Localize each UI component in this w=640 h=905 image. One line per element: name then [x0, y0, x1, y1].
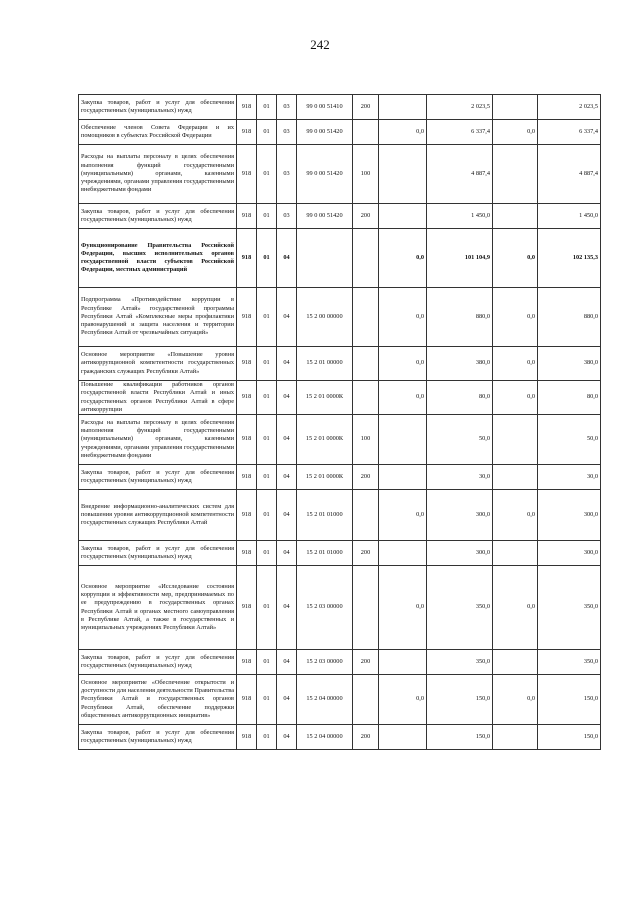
cell-pr: 04: [277, 490, 297, 541]
row-name: Основное мероприятие «Обеспечение открытости и доступности для населения деятельности Правительства Республики Алтай и государственных органов Республики Алтай, обеспечение поддержки общественных антикоррупционных инициатив»: [79, 675, 237, 725]
cell-amount-1: [379, 145, 427, 204]
cell-pr: 03: [277, 204, 297, 229]
cell-amount-4: 30,0: [538, 465, 601, 490]
cell-amount-4: 150,0: [538, 725, 601, 750]
cell-csr: 15 2 01 00000: [297, 347, 353, 381]
cell-amount-2: 880,0: [427, 288, 493, 347]
cell-ved: 918: [237, 347, 257, 381]
cell-amount-1: [379, 415, 427, 465]
cell-csr: 15 2 00 00000: [297, 288, 353, 347]
cell-amount-1: 0,0: [379, 120, 427, 145]
table-row: [79, 541, 601, 566]
cell-amount-2: 300,0: [427, 490, 493, 541]
cell-amount-2: 6 337,4: [427, 120, 493, 145]
cell-amount-1: 0,0: [379, 288, 427, 347]
cell-amount-2: 101 104,9: [427, 229, 493, 288]
cell-amount-4: 2 023,5: [538, 95, 601, 120]
cell-amount-1: 0,0: [379, 381, 427, 415]
cell-amount-3: 0,0: [493, 229, 538, 288]
cell-vr: 100: [353, 415, 379, 465]
table-row: [79, 381, 601, 415]
cell-pr: 03: [277, 95, 297, 120]
cell-amount-3: [493, 725, 538, 750]
cell-ved: 918: [237, 490, 257, 541]
cell-amount-2: 50,0: [427, 415, 493, 465]
cell-amount-1: [379, 465, 427, 490]
cell-amount-3: [493, 465, 538, 490]
cell-vr: 200: [353, 465, 379, 490]
cell-csr: 15 2 01 0000К: [297, 415, 353, 465]
cell-vr: [353, 347, 379, 381]
cell-vr: 200: [353, 95, 379, 120]
cell-csr: 15 2 03 00000: [297, 566, 353, 650]
table-row: [79, 725, 601, 750]
cell-rz: 01: [257, 675, 277, 725]
cell-vr: 100: [353, 145, 379, 204]
row-name: Функционирование Правительства Российской Федерации, высших исполнительных органов государственной власти субъектов Российской Федерации, местных администраций: [79, 229, 237, 288]
cell-csr: 15 2 04 00000: [297, 725, 353, 750]
cell-ved: 918: [237, 120, 257, 145]
cell-ved: 918: [237, 381, 257, 415]
row-name: Закупка товаров, работ и услуг для обеспечения государственных (муниципальных) нужд: [79, 725, 237, 750]
cell-pr: 04: [277, 288, 297, 347]
cell-amount-1: [379, 95, 427, 120]
cell-amount-4: 4 887,4: [538, 145, 601, 204]
cell-ved: 918: [237, 288, 257, 347]
table-row: [79, 490, 601, 541]
table-row: [79, 465, 601, 490]
cell-ved: 918: [237, 415, 257, 465]
row-name: Закупка товаров, работ и услуг для обеспечения государственных (муниципальных) нужд: [79, 650, 237, 675]
cell-pr: 03: [277, 145, 297, 204]
cell-amount-2: 150,0: [427, 725, 493, 750]
cell-csr: 15 2 01 01000: [297, 541, 353, 566]
table-row: [79, 204, 601, 229]
cell-ved: 918: [237, 725, 257, 750]
table-row: [79, 566, 601, 650]
cell-amount-3: [493, 650, 538, 675]
cell-amount-3: 0,0: [493, 347, 538, 381]
row-name: Основное мероприятие «Повышение уровня антикоррупционной компетентности государственных гражданских служащих Республики Алтай»: [79, 347, 237, 381]
cell-rz: 01: [257, 229, 277, 288]
table-row: [79, 95, 601, 120]
cell-pr: 04: [277, 347, 297, 381]
table-row: [79, 415, 601, 465]
cell-amount-3: [493, 145, 538, 204]
cell-pr: 04: [277, 381, 297, 415]
cell-rz: 01: [257, 204, 277, 229]
cell-vr: [353, 381, 379, 415]
cell-vr: [353, 120, 379, 145]
budget-table-body: [79, 95, 601, 750]
cell-amount-2: 2 023,5: [427, 95, 493, 120]
cell-vr: 200: [353, 204, 379, 229]
cell-vr: [353, 566, 379, 650]
cell-amount-2: 150,0: [427, 675, 493, 725]
row-name: Закупка товаров, работ и услуг для обеспечения государственных (муниципальных) нужд: [79, 465, 237, 490]
cell-pr: 04: [277, 566, 297, 650]
cell-amount-1: 0,0: [379, 675, 427, 725]
cell-ved: 918: [237, 675, 257, 725]
table-row: [79, 650, 601, 675]
cell-amount-4: 150,0: [538, 675, 601, 725]
table-row: [79, 120, 601, 145]
cell-vr: 200: [353, 541, 379, 566]
cell-amount-3: [493, 541, 538, 566]
cell-amount-2: 30,0: [427, 465, 493, 490]
cell-pr: 04: [277, 650, 297, 675]
row-name: Подпрограмма «Противодействие коррупции в Республике Алтай» государственной программы Республики Алтай «Комплексные меры профилактики правонарушений и защита населения и территории Республики Алтай от чрезвычайных ситуаций»: [79, 288, 237, 347]
cell-ved: 918: [237, 204, 257, 229]
cell-rz: 01: [257, 465, 277, 490]
cell-csr: 99 0 00 51420: [297, 120, 353, 145]
cell-pr: 03: [277, 120, 297, 145]
cell-ved: 918: [237, 566, 257, 650]
cell-rz: 01: [257, 347, 277, 381]
table-row: [79, 145, 601, 204]
cell-amount-2: 350,0: [427, 566, 493, 650]
cell-amount-3: 0,0: [493, 120, 538, 145]
cell-rz: 01: [257, 415, 277, 465]
cell-amount-4: 350,0: [538, 566, 601, 650]
cell-rz: 01: [257, 490, 277, 541]
cell-vr: [353, 490, 379, 541]
cell-rz: 01: [257, 566, 277, 650]
cell-amount-3: 0,0: [493, 288, 538, 347]
cell-pr: 04: [277, 415, 297, 465]
cell-ved: 918: [237, 145, 257, 204]
cell-amount-1: 0,0: [379, 566, 427, 650]
cell-amount-4: 300,0: [538, 541, 601, 566]
cell-rz: 01: [257, 725, 277, 750]
cell-amount-1: 0,0: [379, 490, 427, 541]
cell-amount-1: 0,0: [379, 229, 427, 288]
cell-amount-2: 350,0: [427, 650, 493, 675]
cell-amount-1: [379, 650, 427, 675]
cell-amount-4: 380,0: [538, 347, 601, 381]
cell-csr: 15 2 04 00000: [297, 675, 353, 725]
cell-csr: 99 0 00 51410: [297, 95, 353, 120]
budget-table: [78, 94, 601, 750]
row-name: Внедрение информационно-аналитических систем для повышения уровня антикоррупционной компетентности государственных служащих Республики Алтай: [79, 490, 237, 541]
cell-csr: 15 2 01 0000К: [297, 381, 353, 415]
cell-amount-2: 1 450,0: [427, 204, 493, 229]
cell-ved: 918: [237, 541, 257, 566]
row-name: Закупка товаров, работ и услуг для обеспечения государственных (муниципальных) нужд: [79, 95, 237, 120]
cell-ved: 918: [237, 465, 257, 490]
cell-csr: 15 2 03 00000: [297, 650, 353, 675]
cell-ved: 918: [237, 95, 257, 120]
cell-amount-3: [493, 415, 538, 465]
cell-csr: 15 2 01 0000К: [297, 465, 353, 490]
cell-amount-1: [379, 725, 427, 750]
cell-amount-4: 80,0: [538, 381, 601, 415]
cell-vr: [353, 288, 379, 347]
row-name: Обеспечение членов Совета Федерации и их помощников в субъектах Российской Федерации: [79, 120, 237, 145]
cell-vr: [353, 675, 379, 725]
table-row: [79, 288, 601, 347]
row-name: Расходы на выплаты персоналу в целях обеспечения выполнения функций государственными (муниципальными) органами, казенными учреждениями, органами управления государственными внебюджетными фондами: [79, 415, 237, 465]
cell-amount-2: 80,0: [427, 381, 493, 415]
cell-vr: [353, 229, 379, 288]
cell-pr: 04: [277, 675, 297, 725]
cell-amount-4: 880,0: [538, 288, 601, 347]
cell-csr: [297, 229, 353, 288]
cell-amount-4: 6 337,4: [538, 120, 601, 145]
cell-pr: 04: [277, 229, 297, 288]
cell-amount-3: [493, 204, 538, 229]
cell-amount-1: 0,0: [379, 347, 427, 381]
table-row: [79, 675, 601, 725]
cell-amount-2: 4 887,4: [427, 145, 493, 204]
page-number: 242: [310, 37, 330, 52]
cell-amount-1: [379, 204, 427, 229]
cell-rz: 01: [257, 145, 277, 204]
cell-csr: 99 0 00 51420: [297, 145, 353, 204]
cell-rz: 01: [257, 288, 277, 347]
cell-pr: 04: [277, 725, 297, 750]
cell-amount-4: 1 450,0: [538, 204, 601, 229]
cell-amount-3: 0,0: [493, 490, 538, 541]
cell-rz: 01: [257, 120, 277, 145]
cell-pr: 04: [277, 465, 297, 490]
cell-amount-3: [493, 95, 538, 120]
cell-amount-3: 0,0: [493, 675, 538, 725]
cell-rz: 01: [257, 650, 277, 675]
cell-amount-2: 300,0: [427, 541, 493, 566]
row-name: Закупка товаров, работ и услуг для обеспечения государственных (муниципальных) нужд: [79, 541, 237, 566]
cell-ved: 918: [237, 650, 257, 675]
row-name: Основное мероприятие «Исследование состояния коррупции и эффективности мер, предпринимаемых по ее предупреждению в государственных органах Республики Алтай и органах местного самоуправления в Республике Алтай, а также в государственных и муниципальных учреждениях Республики Алтай»: [79, 566, 237, 650]
cell-rz: 01: [257, 381, 277, 415]
cell-amount-4: 50,0: [538, 415, 601, 465]
cell-amount-1: [379, 541, 427, 566]
cell-vr: 200: [353, 650, 379, 675]
cell-vr: 200: [353, 725, 379, 750]
cell-csr: 15 2 01 01000: [297, 490, 353, 541]
table-row: [79, 347, 601, 381]
cell-pr: 04: [277, 541, 297, 566]
table-row: [79, 229, 601, 288]
cell-amount-3: 0,0: [493, 566, 538, 650]
cell-rz: 01: [257, 541, 277, 566]
cell-amount-4: 350,0: [538, 650, 601, 675]
cell-csr: 99 0 00 51420: [297, 204, 353, 229]
cell-amount-2: 380,0: [427, 347, 493, 381]
cell-rz: 01: [257, 95, 277, 120]
row-name: Повышение квалификации работников органов государственной власти Республики Алтай и иных государственных органов Республики Алтай в сфере антикоррупции: [79, 381, 237, 415]
row-name: Закупка товаров, работ и услуг для обеспечения государственных (муниципальных) нужд: [79, 204, 237, 229]
cell-ved: 918: [237, 229, 257, 288]
cell-amount-4: 300,0: [538, 490, 601, 541]
row-name: Расходы на выплаты персоналу в целях обеспечения выполнения функций государственными (муниципальными) органами, казенными учреждениями, органами управления государственными внебюджетными фондами: [79, 145, 237, 204]
cell-amount-3: 0,0: [493, 381, 538, 415]
cell-amount-4: 102 135,3: [538, 229, 601, 288]
